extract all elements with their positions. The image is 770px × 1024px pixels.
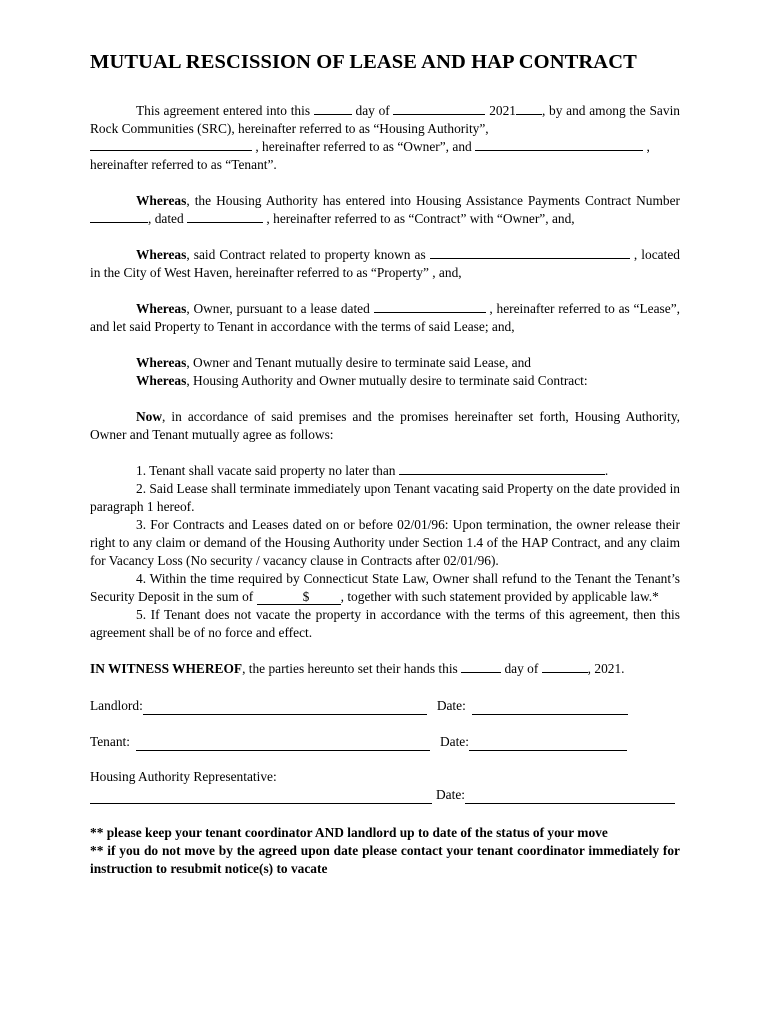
item-4 [90,570,680,606]
landlord-date-line[interactable] [472,702,628,715]
witness-label: IN WITNESS WHEREOF [90,661,243,676]
item-5: 5. If Tenant does not vacate the property in accordance with the terms of this agreement, then this agreement shall be of no force and effect. [90,607,680,640]
tenant-label: Tenant: [90,734,130,749]
now-label: Now [136,409,163,424]
vacate-date-blank[interactable] [399,462,605,475]
witness-text-b: day of [504,661,539,676]
whereas1-text-b: , dated [148,211,184,226]
now-text: , in accordance of said premises and the promises hereinafter set forth, Housing Authority, Owner and Tenant mutually agree as follows: [90,409,680,442]
item-1-end: . [604,463,609,478]
whereas2-text-b: , [633,247,638,262]
tenant-signature-row [90,733,680,751]
document [90,48,680,878]
whereas-label: Whereas [136,373,187,388]
deposit-amount-blank[interactable] [257,590,341,605]
intro-tenant-line: hereinafter referred to as “Tenant”. [90,157,277,172]
housing-rep-date-label: Date: [436,787,465,802]
tenant-signature-line[interactable] [136,738,430,751]
witness-paragraph [90,660,680,678]
housing-rep-label: Housing Authority Representative: [90,769,277,784]
housing-rep-signature-line[interactable] [90,791,432,804]
whereas-lease [90,300,680,336]
tenant-name-blank[interactable] [475,138,643,151]
tenant-date-label: Date: [439,734,469,749]
now-paragraph [90,408,680,444]
item-4-text-b: , together with such statement provided by applicable law.* [340,589,659,604]
housing-rep-signature-row [90,786,680,804]
item-1-text: 1. Tenant shall vacate said property no later than [136,463,396,478]
tenant-date-line[interactable] [469,738,627,751]
month-blank[interactable] [393,102,485,115]
whereas1-text-a: , the Housing Authority has entered into Housing Assistance Payments Contract Number [186,193,680,208]
whereas-label: Whereas [136,247,187,262]
contract-number-blank[interactable] [90,210,148,223]
witness-month-blank[interactable] [542,660,588,673]
intro-text-d: , by and among the Savin Rock Communities (SRC), hereinafter referred to as “Housing Authority”, [90,103,680,136]
intro-owner-line [90,138,680,156]
intro-text-b: day of [355,103,390,118]
owner-name-blank[interactable] [90,138,252,151]
whereas2-text-a: , said Contract related to property known as [186,247,426,262]
item-1 [90,462,680,480]
whereas2-text-c: located in the City of West Haven, hereinafter referred to as “Property” , and, [90,247,680,280]
day-blank[interactable] [314,102,352,115]
whereas3-text-b: , hereinafter referred to as “Lease”, and let said Property to Tenant in accordance with the terms of said Lease; and, [90,301,680,334]
whereas-contract [90,192,680,228]
witness-day-blank[interactable] [461,660,501,673]
dollar-sign: $ [302,589,310,604]
whereas-label: Whereas [136,301,187,316]
whereas4-text: , Owner and Tenant mutually desire to terminate said Lease, and [186,355,531,370]
whereas-label: Whereas [136,355,187,370]
whereas1-text-c: , hereinafter referred to as “Contract” with “Owner”, and, [266,211,575,226]
whereas3-text-a: , Owner, pursuant to a lease dated [186,301,370,316]
intro-text-a: This agreement entered into this [136,103,311,118]
intro-text-e: , hereinafter referred to as “Owner”, and [255,139,472,154]
housing-rep-date-line[interactable] [465,791,675,804]
witness-text-a: , the parties hereunto set their hands this [242,661,458,676]
whereas-label: Whereas [136,193,187,208]
landlord-label: Landlord: [90,698,143,713]
contract-date-blank[interactable] [187,210,263,223]
whereas-terminate-lease [90,354,680,372]
landlord-date-label: Date: [436,698,466,713]
whereas-property [90,246,680,282]
property-address-blank[interactable] [430,246,630,259]
witness-text-c: , 2021. [587,661,625,676]
year-suffix-blank[interactable] [516,102,542,115]
item-2: 2. Said Lease shall terminate immediately upon Tenant vacating said Property on the date provided in paragraph 1 hereof. [90,481,680,514]
whereas-terminate-contract [90,372,680,390]
item-4-text-a: 4. Within the time required by Connecticut State Law, Owner shall refund to the Tenant the Tenant’s Security Deposit in the sum of [90,571,680,604]
landlord-signature-row [90,697,680,715]
lease-date-blank[interactable] [374,300,486,313]
note-keep-updated: ** please keep your tenant coordinator AND landlord up to date of the status of your move [90,825,608,840]
intro-year: 2021 [489,103,516,118]
note-contact-coordinator: ** if you do not move by the agreed upon date please contact your tenant coordinator immediately for instruction to resubmit notice(s) to vacate [90,843,680,876]
item-3: 3. For Contracts and Leases dated on or before 02/01/96: Upon termination, the owner release their right to any claim or demand of the Housing Authority under Section 1.4 of the HAP Contract, and any claim for Vacancy Loss (No security / vacancy clause in Contracts after 02/01/96). [90,517,680,568]
document-title: MUTUAL RESCISSION OF LEASE AND HAP CONTRACT [90,51,637,73]
whereas5-text: , Housing Authority and Owner mutually desire to terminate said Contract: [186,373,588,388]
intro-paragraph [90,102,680,138]
landlord-signature-line[interactable] [143,702,427,715]
intro-text-f: , [646,139,650,154]
